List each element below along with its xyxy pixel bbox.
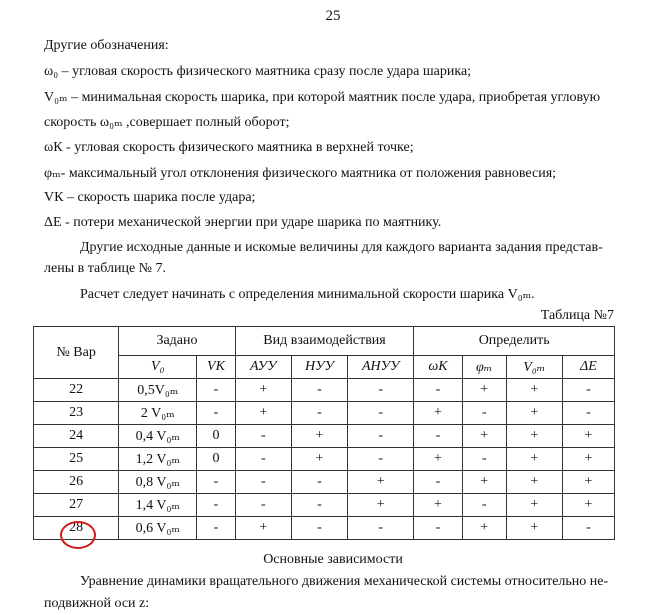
table-cell: + — [414, 402, 462, 425]
table-cell: - — [197, 402, 235, 425]
variant-cell: 27 — [34, 494, 119, 517]
table-cell: + — [462, 425, 506, 448]
table-cell: + — [506, 517, 562, 540]
table-cell: + — [291, 425, 347, 448]
paragraph-3: Уравнение динамики вращательного движения механической системы относительно не- — [80, 574, 609, 589]
def-delta-e: ΔЕ - потери механической энергии при ударе шарика по маятнику. — [44, 215, 442, 230]
table-cell: - — [348, 425, 414, 448]
table-cell: - — [291, 517, 347, 540]
table-cell: - — [235, 494, 291, 517]
header-given: Задано — [119, 327, 235, 356]
table-cell: - — [414, 471, 462, 494]
table-cell: - — [562, 402, 614, 425]
table-cell: + — [506, 379, 562, 402]
table-cell: + — [562, 494, 614, 517]
table-cell: - — [197, 379, 235, 402]
def-phi-m: φₘ- максимальный угол отклонения физического маятника от положения равновесия; — [44, 166, 557, 181]
table-cell: - — [291, 379, 347, 402]
subheader-cell: ΔЕ — [562, 356, 614, 379]
paragraph-2: Расчет следует начинать с определения минимальной скорости шарика V₀ₘ. — [80, 287, 535, 302]
subheader-cell: НУУ — [291, 356, 347, 379]
paragraph-1: Другие исходные данные и искомые величины для каждого варианта задания представ- — [80, 240, 603, 255]
table-cell: - — [414, 379, 462, 402]
paragraph-3-cont: подвижной оси z: — [44, 596, 150, 611]
subheader-cell: АНУУ — [348, 356, 414, 379]
table-row — [34, 494, 615, 517]
table-row — [34, 471, 615, 494]
variant-cell: 26 — [34, 471, 119, 494]
def-v0m-cont: скорость ω₀ₘ ,совершает полный оборот; — [44, 115, 290, 130]
highlight-circle — [60, 521, 96, 549]
table-cell: + — [291, 448, 347, 471]
table-cell: + — [506, 471, 562, 494]
table-cell: + — [414, 494, 462, 517]
def-omega0: ω₀ – угловая скорость физического маятника сразу после удара шарика; — [44, 64, 472, 79]
table-cell: + — [506, 494, 562, 517]
table-cell: - — [462, 402, 506, 425]
table-cell: + — [562, 448, 614, 471]
variant-cell: 23 — [34, 402, 119, 425]
paragraph-1-cont: лены в таблице № 7. — [44, 261, 167, 276]
def-vk: VК – скорость шарика после удара; — [44, 190, 256, 205]
variant-cell: 22 — [34, 379, 119, 402]
table-cell: 0,8 V₀ₘ — [119, 471, 197, 494]
variant-cell: 25 — [34, 448, 119, 471]
table-cell: - — [562, 517, 614, 540]
variant-cell: 24 — [34, 425, 119, 448]
table-cell: - — [562, 379, 614, 402]
subheader-cell: АУУ — [235, 356, 291, 379]
table-cell: + — [235, 517, 291, 540]
table-cell: + — [562, 471, 614, 494]
table-cell: - — [291, 494, 347, 517]
table-cell: - — [348, 379, 414, 402]
table-cell: - — [291, 402, 347, 425]
table-cell: + — [462, 471, 506, 494]
table-row — [34, 425, 615, 448]
table-cell: - — [197, 471, 235, 494]
table-cell: - — [462, 494, 506, 517]
table-cell: 0,4 V₀ₘ — [119, 425, 197, 448]
intro-text: Другие обозначения: — [44, 38, 169, 53]
table-cell: + — [562, 425, 614, 448]
table-cell: + — [235, 379, 291, 402]
subheader-cell: V₀ — [119, 356, 197, 379]
table-cell: + — [506, 402, 562, 425]
table-cell: - — [291, 471, 347, 494]
table-cell: 0,5V₀ₘ — [119, 379, 197, 402]
table-cell: - — [414, 517, 462, 540]
table-cell: - — [414, 425, 462, 448]
table-cell: + — [462, 379, 506, 402]
table-cell: 0 — [197, 448, 235, 471]
table-cell: 1,4 V₀ₘ — [119, 494, 197, 517]
def-omega-k: ωК - угловая скорость физического маятника в верхней точке; — [44, 140, 414, 155]
page-number: 25 — [325, 8, 341, 24]
table-cell: 2 V₀ₘ — [119, 402, 197, 425]
table-cell: + — [506, 448, 562, 471]
table-cell: + — [506, 425, 562, 448]
table-row — [34, 448, 615, 471]
table-cell: - — [235, 448, 291, 471]
table-cell: - — [197, 517, 235, 540]
table-row — [34, 402, 615, 425]
def-v0m: V₀ₘ – минимальная скорость шарика, при которой маятник после удара, приобретая угловую — [44, 90, 601, 105]
table-cell: - — [197, 494, 235, 517]
table-cell: - — [462, 448, 506, 471]
table-cell: + — [414, 448, 462, 471]
variant-cell: 28 — [34, 517, 119, 540]
subheader-cell: V₀ₘ — [506, 356, 562, 379]
table-row — [34, 379, 615, 402]
table-cell: - — [235, 425, 291, 448]
header-determine: Определить — [414, 327, 615, 356]
subheader-cell: ωК — [414, 356, 462, 379]
table-cell: - — [235, 471, 291, 494]
table-cell: - — [348, 448, 414, 471]
table-cell: - — [348, 402, 414, 425]
table-cell: - — [348, 517, 414, 540]
table-cell: + — [348, 471, 414, 494]
header-interaction: Вид взаимодействия — [235, 327, 414, 356]
table-cell: + — [462, 517, 506, 540]
header-variant: № Вар — [34, 327, 119, 379]
table-cell: 0 — [197, 425, 235, 448]
table-cell: 1,2 V₀ₘ — [119, 448, 197, 471]
subheader-cell: VК — [197, 356, 235, 379]
section-title: Основные зависимости — [263, 552, 403, 567]
table-caption: Таблица №7 — [540, 308, 614, 323]
table-cell: + — [235, 402, 291, 425]
table-cell: 0,6 V₀ₘ — [119, 517, 197, 540]
variants-table — [33, 326, 615, 540]
table-cell: + — [348, 494, 414, 517]
table-row — [34, 517, 615, 540]
subheader-cell: φₘ — [462, 356, 506, 379]
